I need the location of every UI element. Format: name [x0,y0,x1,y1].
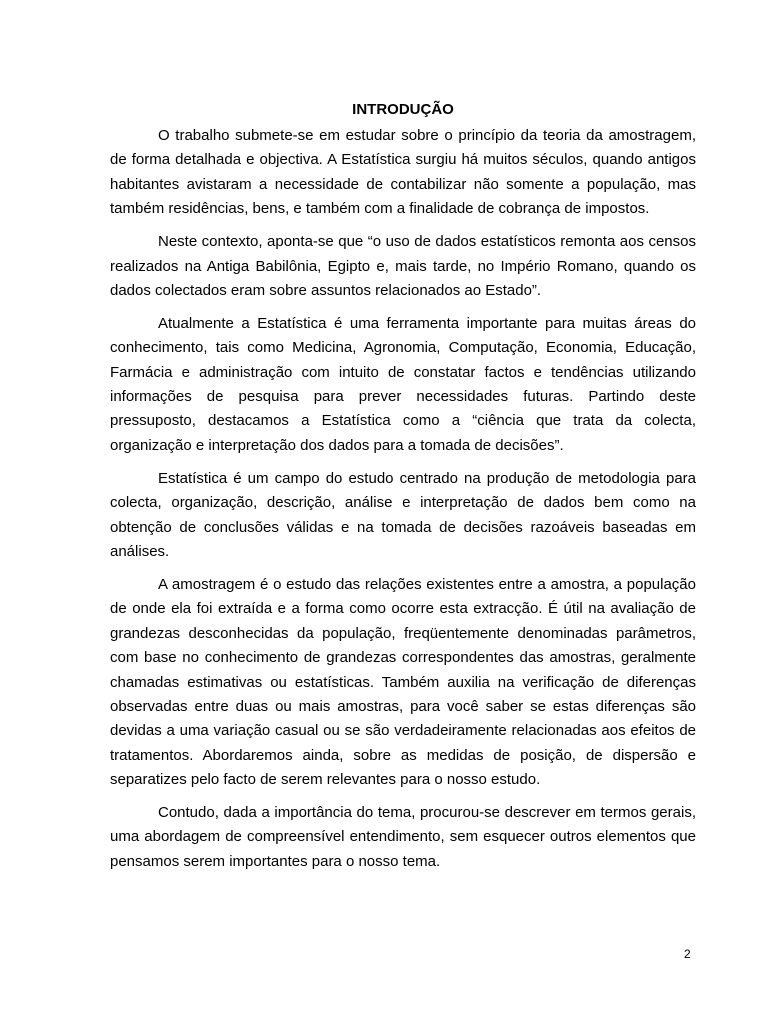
document-page [110,98,696,883]
paragraph-2: Neste contexto, aponta-se que “o uso de dados estatísticos remonta aos censos realizados na Antiga Babilônia, Egipto e, mais tarde, no Império Romano, quando os dados colectados eram sobre assuntos relacionados ao Estado”. [110,233,696,299]
paragraph-3: Atualmente a Estatística é uma ferramenta importante para muitas áreas do conhecimento, tais como Medicina, Agronomia, Computação, Economia, Educação, Farmácia e administração com intuito de constatar factos e tendências utilizando informações de pesquisa para prever necessidades futuras. Partindo deste pressuposto, destacamos a Estatística como a “ciência que trata da colecta, organização e interpretação dos dados para a tomada de decisões”. [110,314,696,454]
page-title: INTRODUÇÃO [352,101,454,118]
paragraph-6: Contudo, dada a importância do tema, procurou-se descrever em termos gerais, uma abordagem de compreensível entendimento, sem esquecer outros elementos que pensamos serem importantes para o nosso tema. [110,804,696,870]
paragraph-4: Estatística é um campo do estudo centrado na produção de metodologia para colecta, organização, descrição, análise e interpretação de dados bem como na obtenção de conclusões válidas e na tomada de decisões razoáveis baseadas em análises. [110,469,696,560]
page-number: 2 [684,947,691,961]
paragraph-1: O trabalho submete-se em estudar sobre o princípio da teoria da amostragem, de forma detalhada e objectiva. A Estatística surgiu há muitos séculos, quando antigos habitantes avistaram a necessidade de contabilizar não somente a população, mas também residências, bens, e também com a finalidade de cobrança de impostos. [110,127,696,218]
paragraph-5: A amostragem é o estudo das relações existentes entre a amostra, a população de onde ela foi extraída e a forma como ocorre esta extracção. É útil na avaliação de grandezas desconhecidas da população, freqüentemente denominadas parâmetros, com base no conhecimento de grandezas correspondentes das amostras, geralmente chamadas estimativas ou estatísticas. Também auxilia na verificação de diferenças observadas entre duas ou mais amostras, para você saber se estas diferenças são devidas a uma variação casual ou se são verdadeiramente relacionadas aos efeitos de tratamentos. Abordaremos ainda, sobre as medidas de posição, de dispersão e separatizes pelo facto de serem relevantes para o nosso estudo. [110,575,696,789]
